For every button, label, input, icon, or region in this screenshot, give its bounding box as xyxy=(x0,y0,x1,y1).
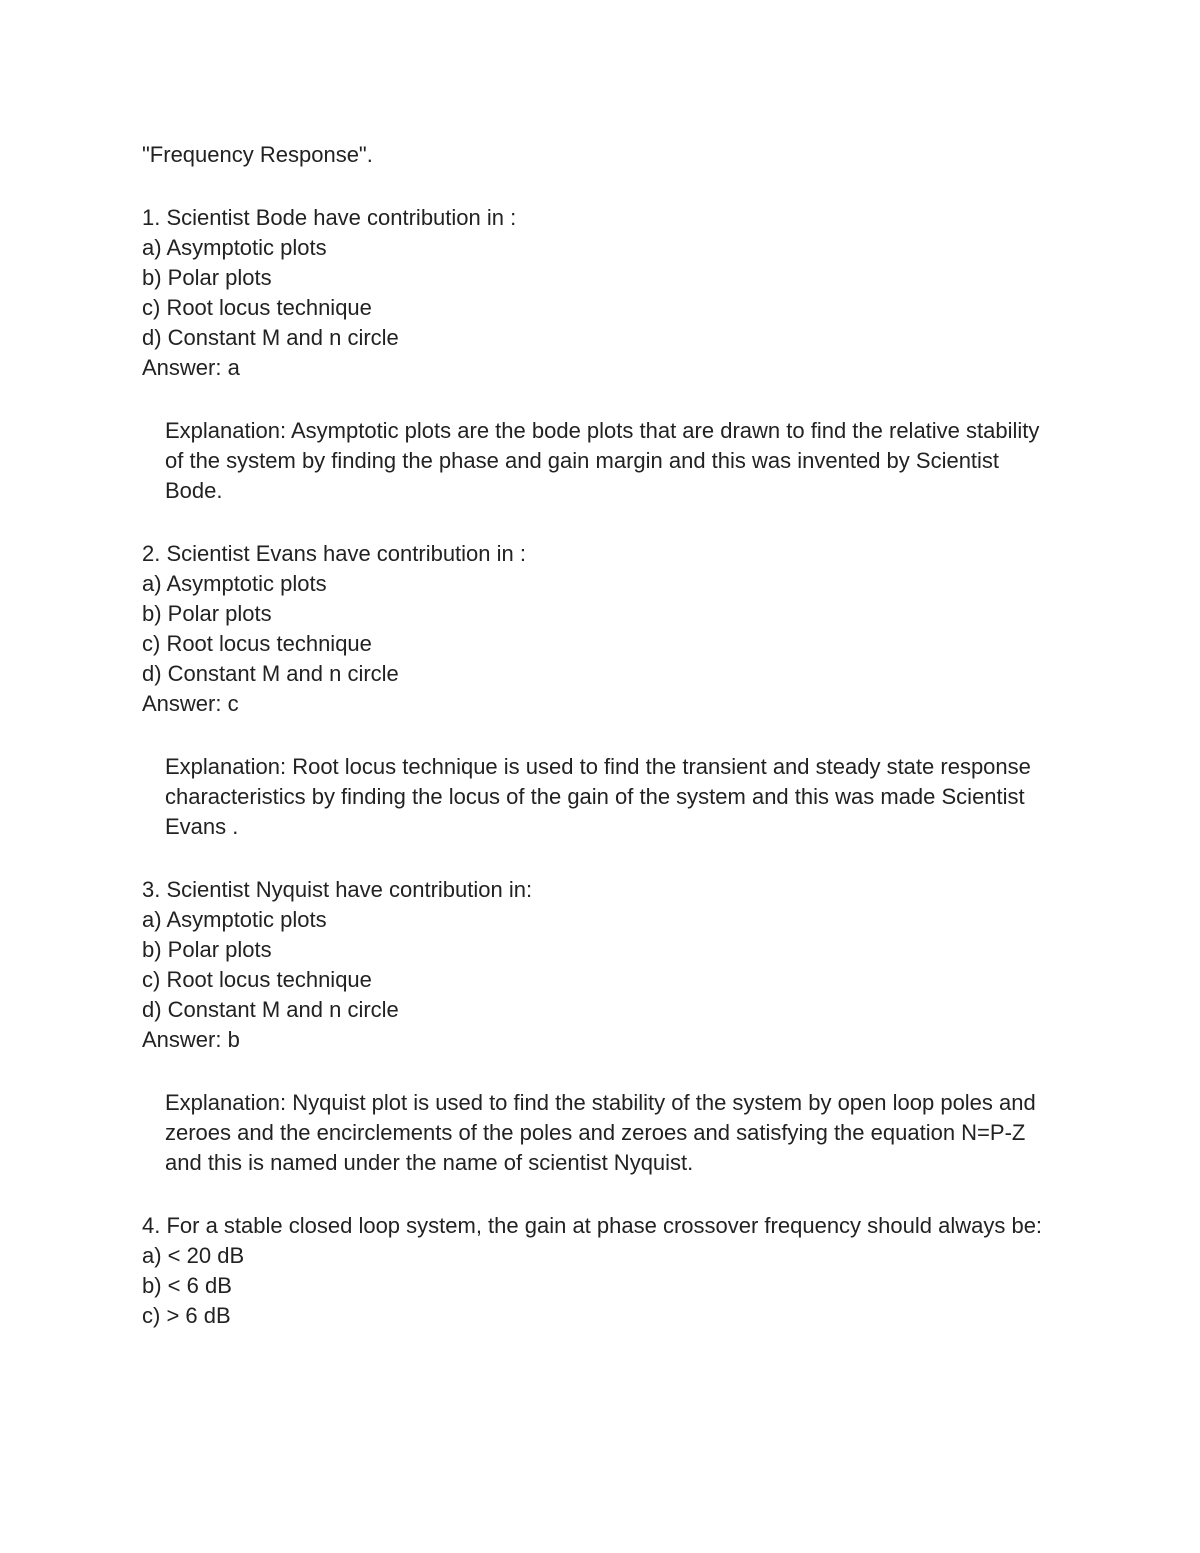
option-c: c) Root locus technique xyxy=(142,967,372,992)
question-block-2 xyxy=(142,539,1072,842)
option-a: a) < 20 dB xyxy=(142,1243,245,1268)
option-b: b) Polar plots xyxy=(142,601,272,626)
question-block-3 xyxy=(142,875,1072,1178)
option-b: b) Polar plots xyxy=(142,265,272,290)
option-d: d) Constant M and n circle xyxy=(142,325,399,350)
option-d: d) Constant M and n circle xyxy=(142,997,399,1022)
question-text: 4. For a stable closed loop system, the gain at phase crossover frequency should always be: xyxy=(142,1213,1043,1238)
document-title: "Frequency Response". xyxy=(142,142,373,167)
option-b: b) < 6 dB xyxy=(142,1273,232,1298)
option-b: b) Polar plots xyxy=(142,937,272,962)
option-c: c) Root locus technique xyxy=(142,295,372,320)
option-a: a) Asymptotic plots xyxy=(142,571,327,596)
option-c: c) Root locus technique xyxy=(142,631,372,656)
question-block-4 xyxy=(142,1211,1072,1331)
question-text: 2. Scientist Evans have contribution in : xyxy=(142,541,526,566)
option-a: a) Asymptotic plots xyxy=(142,907,327,932)
document-content xyxy=(142,140,1072,1331)
explanation-text: Explanation: Root locus technique is used to find the transient and steady state response characteristics by finding the locus of the gain of the system and this was made Scientist Evans . xyxy=(165,754,1031,839)
answer-text: Answer: b xyxy=(142,1027,240,1052)
question-text: 1. Scientist Bode have contribution in : xyxy=(142,205,517,230)
option-a: a) Asymptotic plots xyxy=(142,235,327,260)
option-c: c) > 6 dB xyxy=(142,1303,231,1328)
question-text: 3. Scientist Nyquist have contribution in: xyxy=(142,877,533,902)
explanation-text: Explanation: Asymptotic plots are the bode plots that are drawn to find the relative stability of the system by finding the phase and gain margin and this was invented by Scientist Bode. xyxy=(165,418,1040,503)
question-block-1 xyxy=(142,203,1072,506)
answer-text: Answer: a xyxy=(142,355,240,380)
option-d: d) Constant M and n circle xyxy=(142,661,399,686)
answer-text: Answer: c xyxy=(142,691,239,716)
explanation-text: Explanation: Nyquist plot is used to find the stability of the system by open loop poles and zeroes and the encirclements of the poles and zeroes and satisfying the equation N=P-Z and this is named under the name of scientist Nyquist. xyxy=(165,1090,1036,1175)
